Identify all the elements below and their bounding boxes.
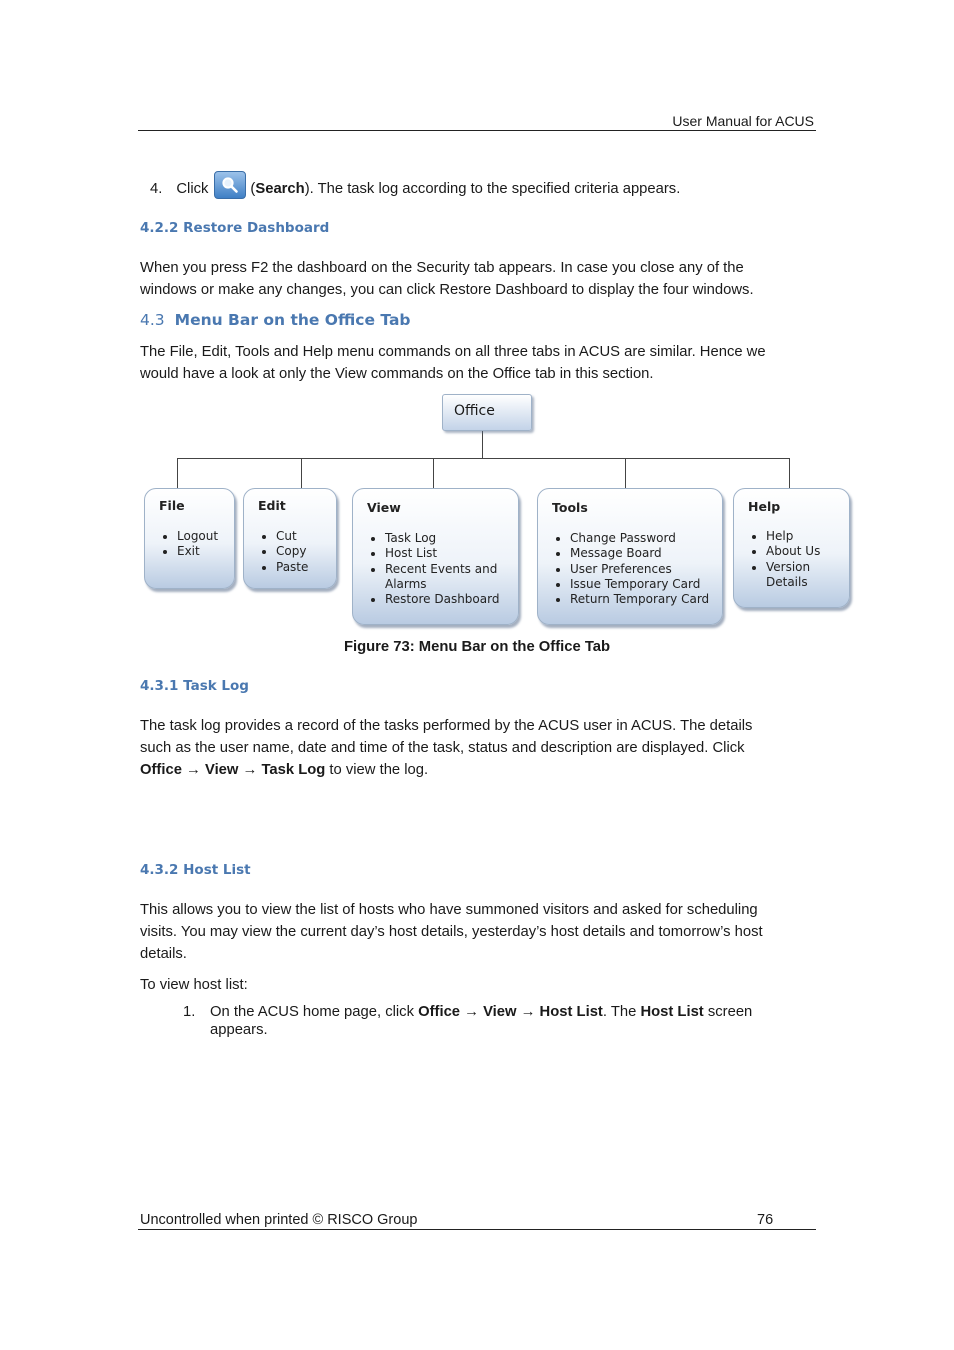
paragraph-line: visits. You may view the current day’s host details, yesterday’s host details and tomorrow’s host xyxy=(140,924,763,940)
menu-item: • Help xyxy=(766,529,836,544)
page-number: 76 xyxy=(757,1212,774,1228)
menu-title: Help xyxy=(748,499,781,514)
tools-menu-box xyxy=(537,488,723,625)
view-menu-box xyxy=(352,488,519,625)
connector-line xyxy=(789,458,790,488)
menu-item: • Version Details xyxy=(766,560,836,591)
paragraph-line: The task log provides a record of the tasks performed by the ACUS user in ACUS. The details xyxy=(140,718,753,734)
path-view: View xyxy=(483,1004,517,1020)
step-open-paren: ( xyxy=(250,181,256,197)
paragraph-line: windows or make any changes, you can click Restore Dashboard to display the four windows. xyxy=(140,282,754,298)
search-icon xyxy=(221,176,239,194)
menu-item: • Host List xyxy=(385,546,515,561)
path-task-log: Task Log xyxy=(261,762,326,778)
footer-rule xyxy=(138,1229,816,1230)
menu-item: • About Us xyxy=(766,544,836,559)
menu-item: • Logout xyxy=(177,529,218,544)
step-4 xyxy=(150,179,680,199)
step-text: . The xyxy=(602,1004,641,1020)
step-number: 4. xyxy=(150,181,163,197)
task-log-paragraph xyxy=(140,715,820,781)
menu-item: • User Preferences xyxy=(570,562,709,577)
connector-line xyxy=(301,458,302,488)
restore-dashboard-paragraph xyxy=(140,257,820,301)
paragraph-line: would have a look at only the View commands on the Office tab in this section. xyxy=(140,366,654,382)
path-arrow: → xyxy=(460,1004,484,1020)
path-arrow: → xyxy=(238,762,262,778)
menu-item: • Paste xyxy=(276,560,308,575)
page-header-title: User Manual for ACUS xyxy=(672,113,814,129)
menu-item: • Message Board xyxy=(570,546,709,561)
step-text: screen xyxy=(703,1004,753,1020)
menu-bar-paragraph xyxy=(140,341,820,385)
section-title: Menu Bar on the Office Tab xyxy=(174,311,411,329)
paragraph-line xyxy=(140,759,820,781)
menu-item: • Cut xyxy=(276,529,308,544)
paragraph-line: This allows you to view the list of hosts who have summoned visitors and asked for scheduling xyxy=(140,902,758,918)
step-text-continued: appears. xyxy=(210,1022,268,1038)
menu-item: • Restore Dashboard xyxy=(385,592,515,607)
path-view: View xyxy=(204,762,239,778)
connector-line xyxy=(482,430,483,459)
step-text: On the ACUS home page, click xyxy=(210,1004,419,1020)
path-office: Office xyxy=(140,762,182,778)
footer-copyright: Uncontrolled when printed © RISCO Group xyxy=(140,1212,418,1228)
host-list-step-1 xyxy=(183,1003,823,1039)
header-rule xyxy=(138,130,816,131)
host-list-paragraph xyxy=(140,899,820,965)
step-rest: ). The task log according to the specified criteria appears. xyxy=(304,181,681,197)
heading-task-log: 4.3.1 Task Log xyxy=(140,678,249,694)
menu-title: Edit xyxy=(258,498,286,513)
paragraph-line: The File, Edit, Tools and Help menu commands on all three tabs in ACUS are similar. Hence we xyxy=(140,344,766,360)
menu-item: • Copy xyxy=(276,544,308,559)
connector-line xyxy=(433,458,434,488)
step-search-label: Search xyxy=(255,181,305,197)
menu-item: • Recent Events and Alarms xyxy=(385,562,515,593)
connector-line xyxy=(177,458,790,459)
step-click-text: Click xyxy=(176,181,209,197)
path-host-list: Host List xyxy=(539,1004,603,1020)
path-office: Office xyxy=(418,1004,461,1020)
edit-menu-box xyxy=(243,488,337,589)
heading-host-list: 4.3.2 Host List xyxy=(140,862,251,878)
office-root-label: Office xyxy=(454,403,495,419)
menu-item: • Task Log xyxy=(385,531,515,546)
menu-title: View xyxy=(367,500,401,515)
menu-item: • Exit xyxy=(177,544,218,559)
path-arrow: → xyxy=(181,762,205,778)
section-number: 4.3 xyxy=(140,311,165,329)
heading-restore-dashboard: 4.2.2 Restore Dashboard xyxy=(140,220,330,236)
heading-menu-bar xyxy=(140,311,411,329)
office-root-box xyxy=(442,394,532,431)
screen-name: Host List xyxy=(640,1004,704,1020)
path-arrow: → xyxy=(516,1004,540,1020)
paragraph-line: When you press F2 the dashboard on the Security tab appears. In case you close any of the xyxy=(140,260,744,276)
file-menu-box xyxy=(144,488,235,589)
host-list-intro: To view host list: xyxy=(140,977,248,993)
help-menu-box xyxy=(733,488,850,608)
connector-line xyxy=(625,458,626,488)
menu-item: • Return Temporary Card xyxy=(570,592,709,607)
search-button-image xyxy=(214,171,246,199)
menu-title: File xyxy=(159,498,185,513)
menu-item: • Change Password xyxy=(570,531,709,546)
menu-item: • Issue Temporary Card xyxy=(570,577,709,592)
path-tail: to view the log. xyxy=(325,762,429,778)
step-number: 1. xyxy=(183,1004,196,1020)
figure-caption: Figure 73: Menu Bar on the Office Tab xyxy=(343,639,611,655)
paragraph-line: such as the user name, date and time of the task, status and description are displayed. Click xyxy=(140,740,745,756)
connector-line xyxy=(177,458,178,488)
menu-title: Tools xyxy=(552,500,588,515)
paragraph-line: details. xyxy=(140,946,187,962)
